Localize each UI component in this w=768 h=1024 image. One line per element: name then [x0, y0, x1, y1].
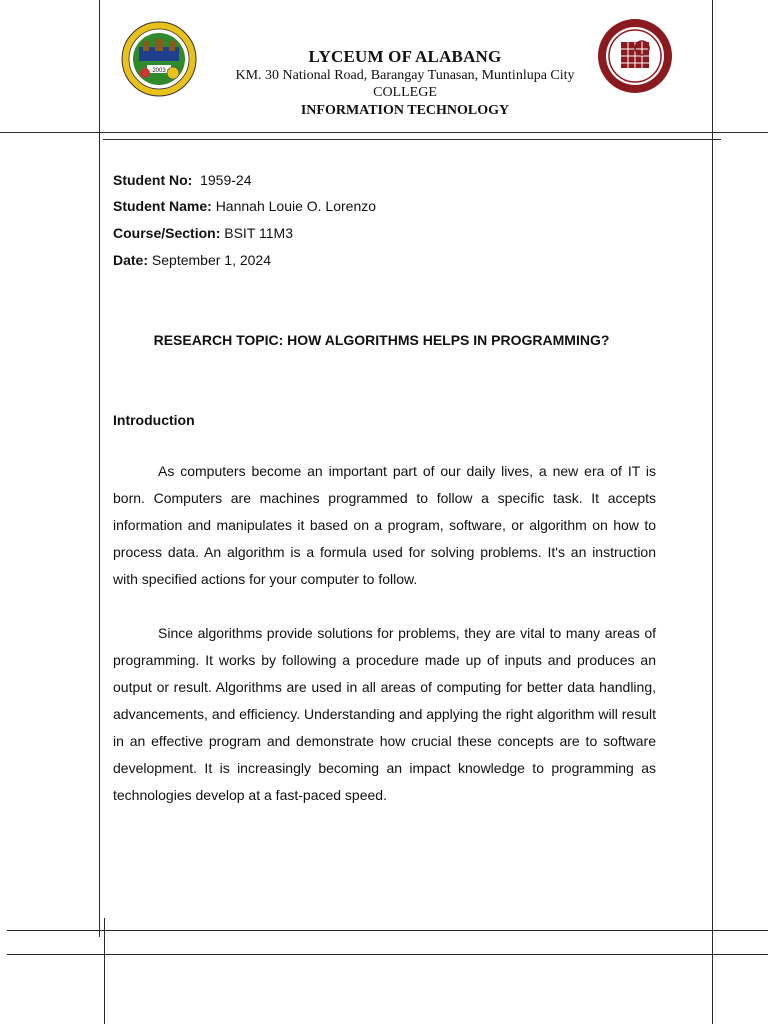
- introduction-heading: Introduction: [113, 412, 195, 428]
- student-number-label: Student No:: [113, 172, 193, 188]
- school-address: KM. 30 National Road, Barangay Tunasan, Muntinlupa City: [235, 68, 575, 83]
- border-left-top: [99, 0, 100, 937]
- border-bottom-rule-2: [7, 954, 768, 955]
- date-row: [113, 252, 271, 268]
- student-number-row: [113, 172, 252, 188]
- student-name-label: Student Name:: [113, 198, 212, 214]
- research-topic-title: [0, 332, 768, 348]
- lyceum-seal-logo: [121, 21, 197, 97]
- date-label: Date:: [113, 252, 149, 268]
- course-section-row: [113, 225, 293, 241]
- date-value: September 1, 2024: [151, 252, 271, 268]
- svg-text:2003: 2003: [152, 68, 166, 74]
- border-top-rule: [0, 132, 768, 133]
- header-underline: [103, 139, 721, 140]
- border-left-bottom: [104, 918, 105, 1024]
- student-name-value: Hannah Louie O. Lorenzo: [215, 198, 377, 214]
- border-bottom-rule-1: [7, 930, 768, 931]
- border-right: [712, 0, 713, 1024]
- school-name: LYCEUM OF ALABANG: [308, 47, 502, 66]
- research-topic-text: RESEARCH TOPIC: HOW ALGORITHMS HELPS IN PROGRAMMING?: [153, 332, 610, 348]
- school-college: COLLEGE: [373, 85, 437, 100]
- course-section-label: Course/Section:: [113, 225, 221, 241]
- student-number-value: 1959-24: [200, 172, 252, 188]
- student-name-row: [113, 198, 376, 214]
- introduction-paragraph-1: As computers become an important part of our daily lives, a new era of IT is born. Computers are machines programmed to follow a specific task. It accepts information and manipulates it based on a program, software, or algorithm on how to process data. An algorithm is a formula used for solving problems. It's an instruction with specified actions for your computer to follow.: [113, 463, 656, 587]
- course-section-value: BSIT 11M3: [224, 225, 293, 241]
- introduction-paragraph-2: Since algorithms provide solutions for problems, they are vital to many areas of programming. It works by following a procedure made up of inputs and produces an output or result. Algorithms are used in all areas of computing for better data handling, advancements, and efficiency. Understanding and applying the right algorithm will result in an effective program and demonstrate how crucial these concepts are to software development. It is increasingly becoming an impact knowledge to programming as technologies develop at a fast-paced speed.: [113, 625, 656, 803]
- school-department: INFORMATION TECHNOLOGY: [300, 103, 510, 118]
